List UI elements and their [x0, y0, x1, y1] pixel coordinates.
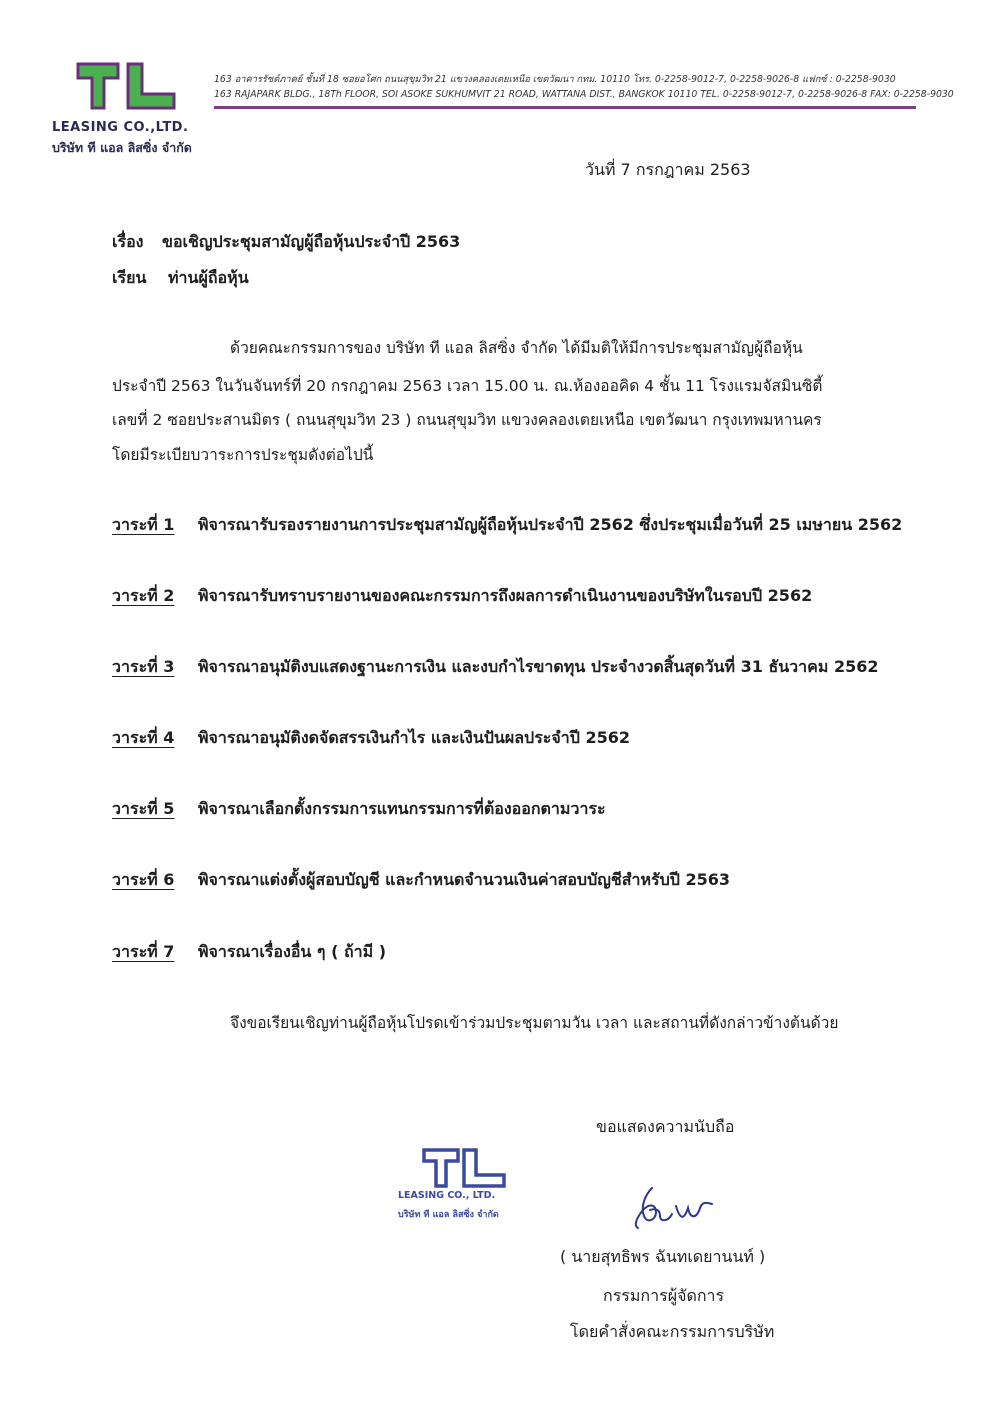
signatory-name: ( นายสุทธิพร ฉันทเดยานนท์ ): [560, 1247, 766, 1266]
agenda-number: วาระที่ 4: [112, 728, 175, 747]
closing-sentence: จึงขอเรียนเชิญท่านผู้ถือหุ้นโปรดเข้าร่วมประชุมตามวัน เวลา และสถานที่ดังกล่าวข้างต้นด้วย: [230, 1014, 839, 1032]
signature-icon: [630, 1180, 740, 1234]
regards-text: ขอแสดงความนับถือ: [596, 1117, 735, 1136]
recipient-label: เรียน: [112, 268, 147, 287]
agenda-text: พิจารณาเลือกตั้งกรรมการแทนกรรมการที่ต้องออกตามวาระ: [198, 799, 606, 818]
agenda-item-3: [112, 655, 878, 680]
agenda-number: วาระที่ 2: [112, 586, 175, 605]
subject-label: เรื่อง: [112, 232, 144, 251]
body-line: ประจำปี 2563 ในวันจันทร์ที่ 20 กรกฎาคม 2563 เวลา 15.00 น. ณ.ห้องออคิด 4 ชั้น 11 โรงแรมจัสมินซิตี้: [112, 377, 823, 395]
agenda-number: วาระที่ 1: [112, 515, 175, 534]
agenda-number: วาระที่ 7: [112, 942, 175, 961]
address-english: 163 RAJAPARK BLDG., 18Th FLOOR, SOI ASOKE SUKHUMVIT 21 ROAD, WATTANA DIST., BANGKOK 10110 TEL. 0-2258-9012-7, 0-2258-9026-8 FAX: 0-2258-9030: [214, 89, 954, 100]
recipient-text: ท่านผู้ถือหุ้น: [168, 268, 249, 287]
agenda-text: พิจารณาแต่งตั้งผู้สอบบัญชี และกำหนดจำนวนเงินค่าสอบบัญชีสำหรับปี 2563: [198, 870, 731, 889]
agenda-item-4: [112, 726, 630, 751]
agenda-number: วาระที่ 6: [112, 870, 175, 889]
logo-company-name-thai: บริษัท ที แอล ลิสซิ่ง จำกัด: [52, 140, 192, 155]
body-line: ด้วยคณะกรรมการของ บริษัท ที แอล ลิสซิ่ง จำกัด ได้มีมติให้มีการประชุมสามัญผู้ถือหุ้น: [230, 339, 803, 357]
agenda-text: พิจารณาอนุมัติงบแสดงฐานะการเงิน และงบกำไรขาดทุน ประจำงวดสิ้นสุดวันที่ 31 ธันวาคม 2562: [198, 657, 879, 676]
agenda-number: วาระที่ 3: [112, 657, 175, 676]
agenda-item-1: [112, 513, 902, 538]
logo-company-name: LEASING CO.,LTD.: [52, 120, 189, 135]
agenda-item-7: [112, 940, 386, 965]
signatory-authority: โดยคำสั่งคณะกรรมการบริษัท: [570, 1322, 775, 1341]
body-line: เลขที่ 2 ซอยประสานมิตร ( ถนนสุขุมวิท 23 ) ถนนสุขุมวิท แขวงคลองเตยเหนือ เขตวัฒนา กรุงเทพมหานคร: [112, 411, 822, 429]
agenda-text: พิจารณารับรองรายงานการประชุมสามัญผู้ถือหุ้นประจำปี 2562 ซึ่งประชุมเมื่อวันที่ 25 เมษายน 2562: [198, 515, 903, 534]
stamp-company-name: LEASING CO., LTD.: [398, 1190, 496, 1201]
subject-text: ขอเชิญประชุมสามัญผู้ถือหุ้นประจำปี 2563: [162, 232, 461, 251]
company-logo: [56, 58, 216, 114]
body-line: โดยมีระเบียบวาระการประชุมดังต่อไปนี้: [112, 446, 374, 464]
agenda-text: พิจารณาอนุมัติงดจัดสรรเงินกำไร และเงินปันผลประจำปี 2562: [198, 728, 630, 747]
agenda-item-5: [112, 797, 606, 822]
header-divider: [214, 106, 916, 109]
tl-logo-icon: [56, 58, 180, 114]
handwritten-signature: [630, 1180, 740, 1238]
company-stamp: [400, 1146, 540, 1194]
agenda-item-2: [112, 584, 812, 609]
agenda-text: พิจารณาเรื่องอื่น ๆ ( ถ้ามี ): [198, 942, 387, 961]
signatory-title: กรรมการผู้จัดการ: [603, 1286, 725, 1305]
agenda-number: วาระที่ 5: [112, 799, 175, 818]
agenda-text: พิจารณารับทราบรายงานของคณะกรรมการถึงผลการดำเนินงานของบริษัทในรอบปี 2562: [198, 586, 813, 605]
letter-date: วันที่ 7 กรกฎาคม 2563: [585, 160, 751, 179]
stamp-company-name-thai: บริษัท ที แอล ลิสซิ่ง จำกัด: [398, 1210, 499, 1220]
agenda-item-6: [112, 868, 730, 893]
address-thai: 163 อาคารรัชต์ภาคย์ ชั้นที่ 18 ซอยอโศก ถนนสุขุมวิท 21 แขวงคลองเตยเหนือ เขตวัฒนา กทม. 10110 โทร. 0-2258-9012-7, 0-2258-9026-8 แฟกซ์ : 0-2258-9030: [214, 74, 896, 85]
stamp-logo-icon: [400, 1146, 510, 1190]
